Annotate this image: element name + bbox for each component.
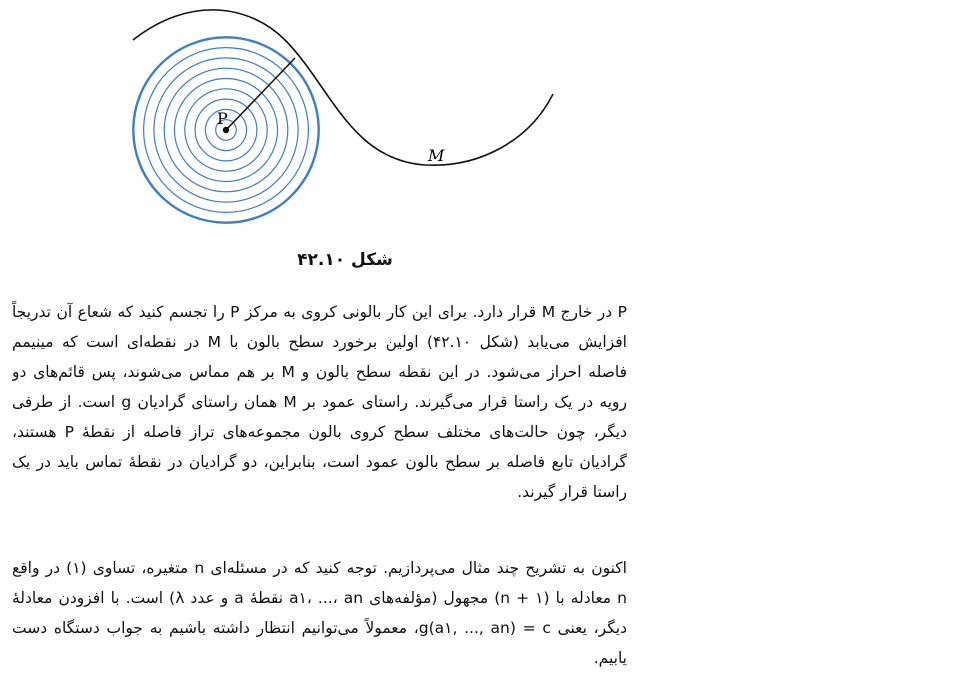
text-line: یابیم. (593, 649, 627, 667)
figure-caption: شکل ۴۲.۱۰ (297, 250, 393, 270)
text-line: دیگر، چون حالت‌های مختلف سطح کروی بالون مجموعه‌های تراز فاصله از نقطهٔ P هستند، (12, 423, 627, 441)
text-line: دیگر، یعنی g(a۱, ..., an) = c، معمولاً می‌توانیم انتظار داشته باشیم به جواب دستگاه دست (12, 619, 627, 637)
text-line: راستا قرار گیرند. (517, 483, 627, 501)
figure-balloon-surface (0, 0, 700, 245)
paragraph-examples-intro (12, 553, 627, 673)
label-p: P (217, 109, 228, 128)
text-line: گرادیان تابع فاصله بر سطح بالون عمود است، بنابراین، دو گرادیان در نقطهٔ تماس باید در یک (12, 453, 627, 471)
text-line: افزایش می‌یابد (شکل ۴۲.۱۰) اولین برخورد سطح بالون با M در نقطه‌ای است که مینیمم (12, 333, 627, 351)
paragraph-tangency-explanation (12, 297, 627, 507)
text-line: n معادله با (n + ۱) مجهول (مؤلفه‌های a۱، ...، an نقطهٔ a و عدد λ) است. با افزودن معادلهٔ (12, 589, 627, 607)
label-m: M (428, 146, 445, 165)
text-line: P در خارج M قرار دارد. برای این کار بالونی کروی به مرکز P را تجسم کنید که شعاع آن تدریجاً (12, 303, 627, 321)
text-line: فاصله احراز می‌شود. در این نقطه سطح بالون و M بر هم مماس می‌شوند، پس قائم‌های دو (12, 363, 627, 381)
text-line: رویه در یک راستا قرار می‌گیرند. راستای عمود بر M همان راستای گرادیان g است. از طرفی (12, 393, 627, 411)
text-line: اکنون به تشریح چند مثال می‌پردازیم. توجه کنید که در مسئله‌ای n متغیره، تساوی (۱) در واقع (12, 559, 627, 577)
